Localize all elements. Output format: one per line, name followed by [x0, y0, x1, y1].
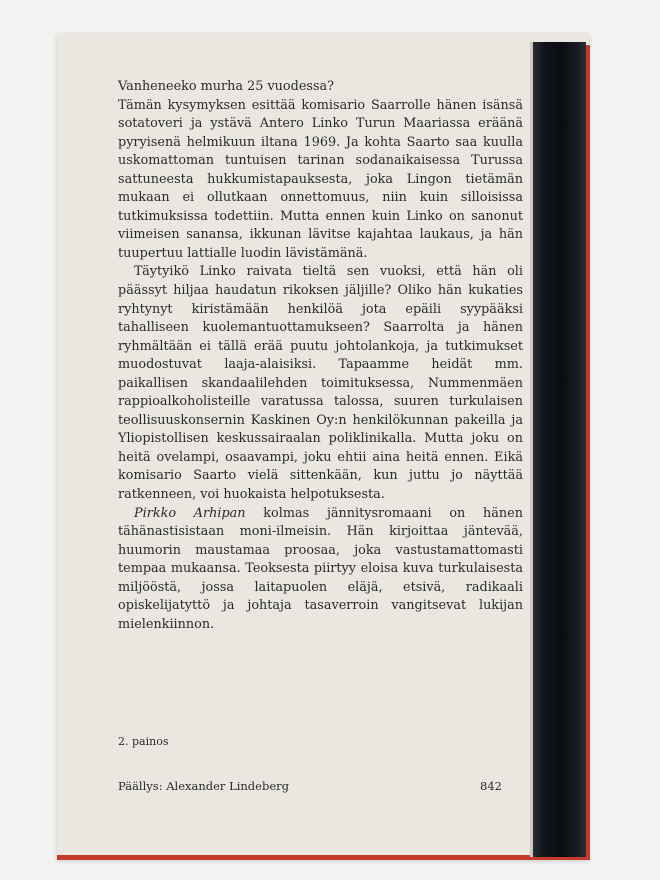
blurb-paragraph-3-text: kolmas jännitysromaani on hänen tähänastisistaan moni-ilmeisin. Hän kirjoittaa jäntevää, huumorin maustamaa proosaa, joka vastustamattomasti tempaa mukaansa. Teoksesta piirtyy eloisa kuva turkulaisesta miljööstä, jossa laitapuolen eläjä, etsivä, radikaali opiskelijatyttö ja johtaja tasaverroin vangitsevat lukijan mielenkiinnon.: [118, 505, 523, 632]
red-cover-edge-bottom: [57, 855, 589, 860]
blurb-paragraph-3: [118, 505, 523, 635]
edition-label: 2. painos: [118, 735, 169, 748]
product-code: 842: [480, 779, 502, 793]
blurb-paragraph-2: Täytyikö Linko raivata tieltä sen vuoksi, että hän oli päässyt hiljaa haudatun rikoksen jäljille? Oliko hän kukaties ryhtynyt kiristämään henkilöä jota epäili syypääksi tahalliseen kuolemantuottamukseen? Saarrolta ja hänen ryhmältään ei tällä erää puutu johtolankoja, ja tutkimukset muodostuvat laaja-alaisiksi. Tapaamme heidät mm. paikallisen skandaalilehden toimituksessa, Nummenmäen rappioalkoholisteille varatussa talossa, suuren turkulaisen teollisuuskonsernin Kaskinen Oy:n henkilökunnan pakeilla ja Yliopistollisen keskussairaalan poliklinikalla. Mutta joku on heitä ovelampi, osaavampi, joku ehtii aina heitä ennen. Eikä komisario Saarto vielä sittenkään, kun juttu jo näyttää ratkenneen, voi huokaista helpotuksesta.: [118, 264, 523, 503]
blurb-text: [118, 78, 523, 634]
blurb-paragraph-1: Tämän kysymyksen esittää komisario Saarrolle hänen isänsä sotatoveri ja ystävä Antero Linko Turun Maariassa eräänä pyryisenä helmikuun iltana 1969. Ja kohta Saarto saa kuulla uskomattoman tuntuisen tarinan sodanaikaisessa Turussa sattuneesta hukkumistapauksesta, joka Lingon tietämän mukaan ei ollutkaan onnettomuus, niin kuin silloisissa tutkimuksissa todettiin. Mutta ennen kuin Linko on sanonut viimeisen sanansa, ikkunan lävitse kajahtaa laukaus, ja hän tuupertuu lattialle luodin lävistämänä.: [118, 97, 523, 261]
spine-band: [533, 42, 586, 857]
author-name: Pirkko Arhipan: [134, 505, 246, 521]
blurb-question: Vanheneeko murha 25 vuodessa?: [118, 79, 335, 94]
cover-credit: Päällys: Alexander Lindeberg: [118, 779, 289, 793]
